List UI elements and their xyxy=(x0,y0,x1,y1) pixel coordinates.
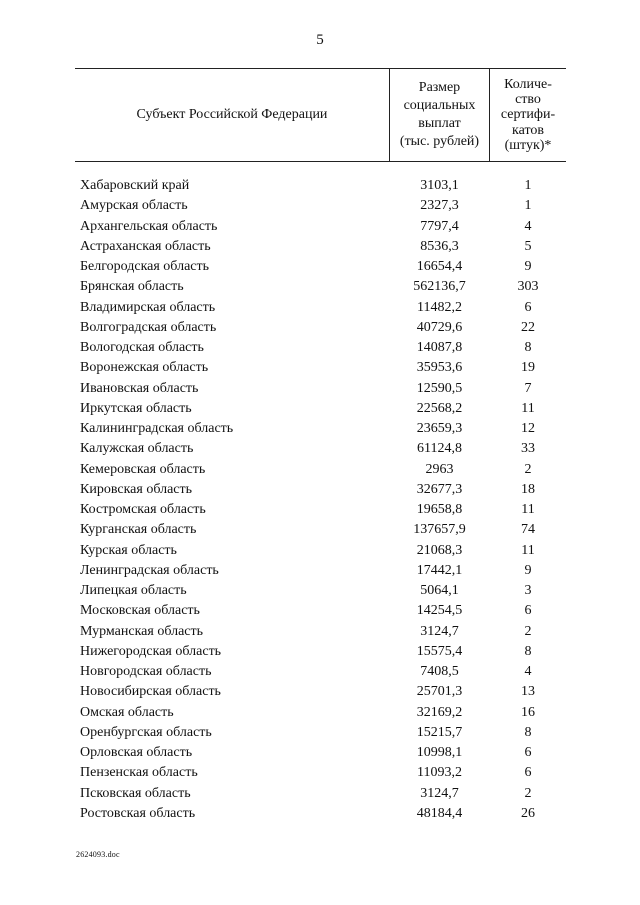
table-row xyxy=(0,358,640,378)
payment-sum: 22568,2 xyxy=(416,400,463,416)
certificate-count: 8 xyxy=(524,340,532,355)
table-row xyxy=(0,682,640,702)
payment-sum: 2327,3 xyxy=(420,198,459,214)
certificate-count: 6 xyxy=(524,299,532,315)
table-row xyxy=(0,217,640,237)
payment-sum: 17442,1 xyxy=(416,562,463,578)
certificate-count: 1 xyxy=(524,198,532,214)
certificate-count: 19 xyxy=(521,360,535,376)
table-row xyxy=(0,399,640,419)
payment-sum: 11093,2 xyxy=(417,765,462,781)
payment-sum: 32677,3 xyxy=(416,481,463,497)
certificate-count: 2 xyxy=(524,785,532,801)
payment-sum: 16654,4 xyxy=(416,259,463,274)
certificate-count: 18 xyxy=(521,481,535,497)
region-name: Липецкая область xyxy=(80,583,187,598)
table-row xyxy=(0,480,640,500)
payment-sum: 7408,5 xyxy=(420,664,459,679)
certificate-count: 303 xyxy=(517,279,539,295)
table-row xyxy=(0,338,640,358)
table-row xyxy=(0,804,640,824)
region-name: Архангельская область xyxy=(80,218,218,234)
region-name: Вологодская область xyxy=(80,340,204,355)
payment-sum: 562136,7 xyxy=(413,279,466,295)
region-name: Ленинградская область xyxy=(80,562,219,578)
certificate-count: 9 xyxy=(524,562,532,578)
region-name: Курская область xyxy=(80,542,177,558)
payment-sum: 19658,8 xyxy=(416,502,463,517)
payment-sum: 137657,9 xyxy=(413,522,466,538)
table-row xyxy=(0,541,640,561)
table-row xyxy=(0,642,640,662)
table-row xyxy=(0,298,640,318)
page-number: 5 xyxy=(316,32,324,48)
column-header-sum: Размер социальных выплат (тыс. рублей) xyxy=(399,80,480,149)
table-row xyxy=(0,277,640,297)
column-header-count: Количе- ство сертифи- катов (штук)* xyxy=(500,76,556,153)
payment-sum: 14254,5 xyxy=(416,603,463,619)
certificate-count: 2 xyxy=(524,623,532,639)
region-name: Орловская область xyxy=(80,745,193,760)
table-row xyxy=(0,439,640,459)
table-row xyxy=(0,419,640,439)
region-name: Воронежская область xyxy=(80,360,209,376)
table-row xyxy=(0,622,640,642)
payment-sum: 15215,7 xyxy=(416,724,463,740)
payment-sum: 21068,3 xyxy=(416,542,463,558)
region-name: Кемеровская область xyxy=(80,461,206,477)
payment-sum: 3124,7 xyxy=(420,623,459,639)
region-name: Оренбургская область xyxy=(80,724,212,740)
region-name: Ростовская область xyxy=(80,805,196,821)
table-row xyxy=(0,379,640,399)
region-name: Астраханская область xyxy=(80,238,211,254)
payment-sum: 23659,3 xyxy=(416,421,463,436)
region-name: Новосибирская область xyxy=(80,684,221,700)
region-name: Калужская область xyxy=(80,441,194,457)
region-name: Белгородская область xyxy=(80,259,210,274)
region-name: Пензенская область xyxy=(80,765,198,781)
table-row xyxy=(0,723,640,743)
region-name: Костромская область xyxy=(80,502,206,517)
region-name: Курганская область xyxy=(80,522,197,538)
payment-sum: 3124,7 xyxy=(420,785,459,801)
payment-sum: 14087,8 xyxy=(416,340,463,355)
region-name: Нижегородская область xyxy=(80,643,222,659)
footer-filename: 2624093.doc xyxy=(76,850,120,859)
payment-sum: 10998,1 xyxy=(416,745,463,760)
table-row xyxy=(0,763,640,783)
table-row xyxy=(0,500,640,520)
payment-sum: 11482,2 xyxy=(417,299,462,315)
table-row xyxy=(0,581,640,601)
certificate-count: 13 xyxy=(521,684,535,700)
table-row xyxy=(0,601,640,621)
payment-sum: 25701,3 xyxy=(416,684,463,700)
region-name: Ивановская область xyxy=(80,380,199,396)
payment-sum: 5064,1 xyxy=(420,583,459,598)
region-name: Омская область xyxy=(80,704,174,720)
region-name: Амурская область xyxy=(80,198,188,214)
certificate-count: 6 xyxy=(524,603,532,619)
payment-sum: 3103,1 xyxy=(420,178,459,193)
table-row xyxy=(0,784,640,804)
certificate-count: 8 xyxy=(524,724,532,740)
certificate-count: 3 xyxy=(524,583,532,598)
table-row xyxy=(0,520,640,540)
region-name: Новгородская область xyxy=(80,664,212,679)
certificate-count: 11 xyxy=(521,400,535,416)
payment-sum: 7797,4 xyxy=(420,218,459,234)
table-row xyxy=(0,703,640,723)
table-row xyxy=(0,662,640,682)
payment-sum: 32169,2 xyxy=(416,704,463,720)
payment-sum: 48184,4 xyxy=(416,805,463,821)
certificate-count: 11 xyxy=(521,502,535,517)
table-row xyxy=(0,318,640,338)
table-row xyxy=(0,237,640,257)
table-row xyxy=(0,743,640,763)
region-name: Владимирская область xyxy=(80,299,216,315)
payment-sum: 12590,5 xyxy=(416,380,463,396)
region-name: Псковская область xyxy=(80,785,191,801)
region-name: Хабаровский край xyxy=(80,178,190,193)
region-name: Калининградская область xyxy=(80,421,234,436)
region-name: Брянская область xyxy=(80,279,184,295)
certificate-count: 7 xyxy=(524,380,532,396)
payment-sum: 15575,4 xyxy=(416,643,463,659)
certificate-count: 1 xyxy=(524,178,532,193)
certificate-count: 33 xyxy=(521,441,535,457)
certificate-count: 6 xyxy=(524,745,532,760)
certificate-count: 74 xyxy=(521,522,535,538)
certificate-count: 12 xyxy=(521,421,535,436)
certificate-count: 8 xyxy=(524,643,532,659)
payment-sum: 61124,8 xyxy=(417,441,462,457)
region-name: Кировская область xyxy=(80,481,193,497)
column-header-subject: Субъект Российской Федерации xyxy=(136,107,328,122)
table-row xyxy=(0,460,640,480)
table-row xyxy=(0,176,640,196)
table-row xyxy=(0,196,640,216)
table-header xyxy=(75,68,566,162)
payment-sum: 35953,6 xyxy=(416,360,463,376)
payment-sum: 8536,3 xyxy=(420,238,459,254)
certificate-count: 5 xyxy=(524,238,532,254)
region-name: Московская область xyxy=(80,603,200,619)
table-row xyxy=(0,257,640,277)
table-body xyxy=(0,176,640,824)
certificate-count: 2 xyxy=(524,461,532,477)
certificate-count: 11 xyxy=(521,542,535,558)
certificate-count: 6 xyxy=(524,765,532,781)
region-name: Мурманская область xyxy=(80,623,204,639)
certificate-count: 26 xyxy=(521,805,535,821)
table-row xyxy=(0,561,640,581)
certificate-count: 9 xyxy=(524,259,532,274)
payment-sum: 40729,6 xyxy=(416,319,463,335)
region-name: Иркутская область xyxy=(80,400,192,416)
region-name: Волгоградская область xyxy=(80,319,217,335)
certificate-count: 16 xyxy=(521,704,535,720)
payment-sum: 2963 xyxy=(425,461,454,477)
certificate-count: 22 xyxy=(521,319,535,335)
certificate-count: 4 xyxy=(524,218,532,234)
certificate-count: 4 xyxy=(524,664,532,679)
